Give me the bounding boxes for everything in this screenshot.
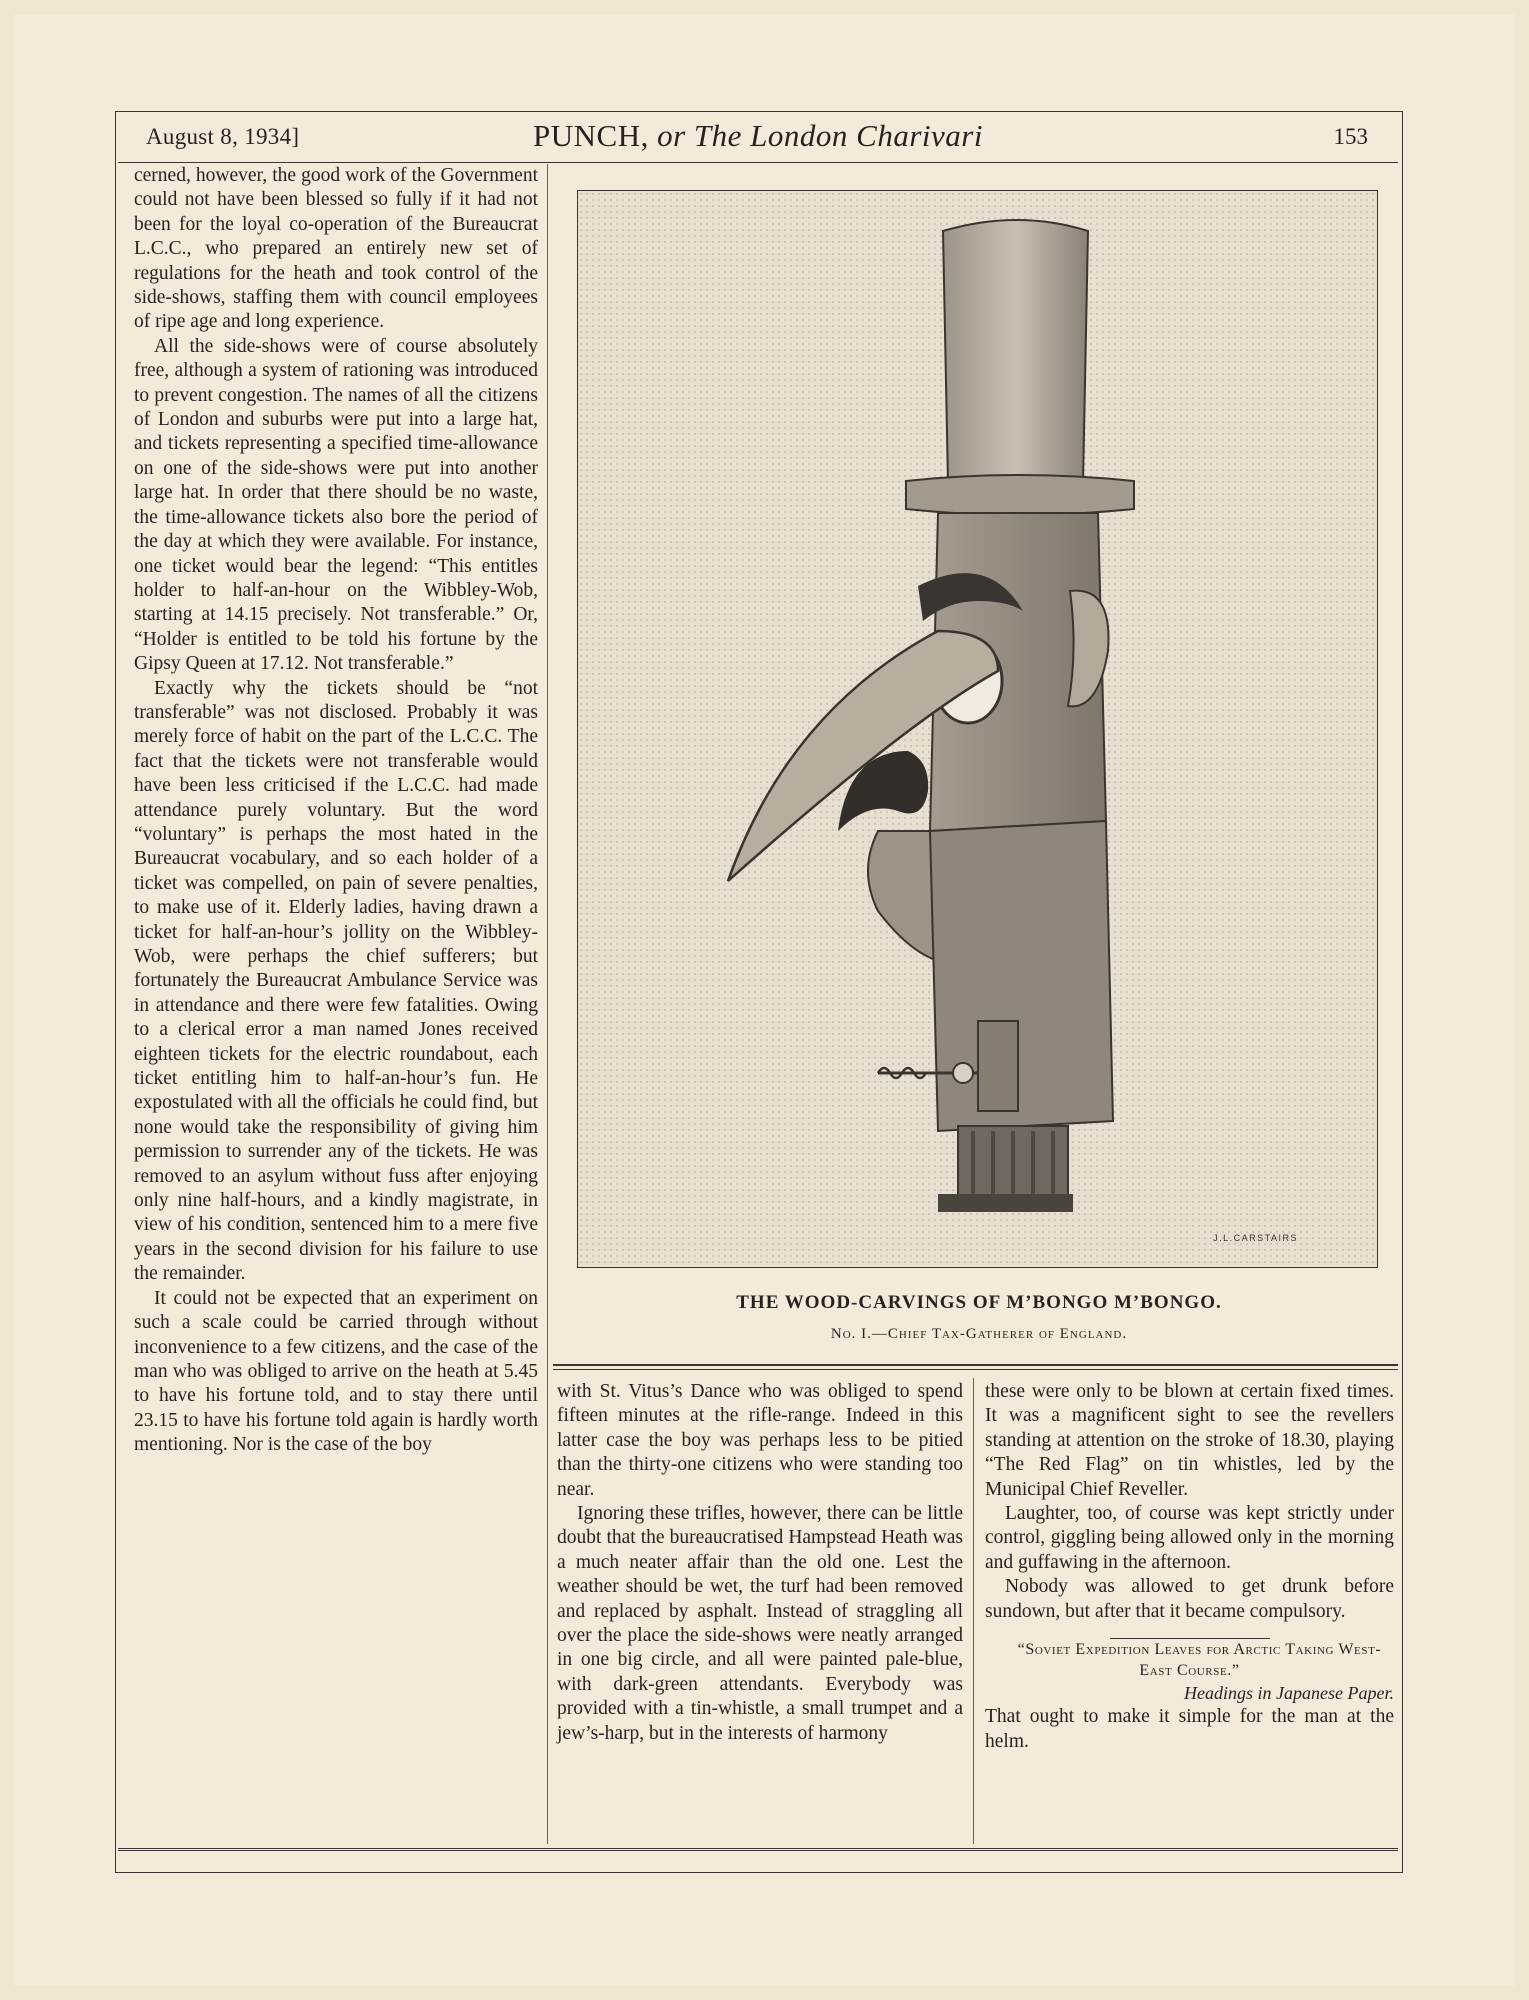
magazine-title <box>118 118 1398 154</box>
page-number: 153 <box>1333 124 1368 149</box>
column-divider <box>973 1378 974 1844</box>
header-rule <box>118 162 1398 163</box>
issue-date: August 8, 1934] <box>146 124 300 149</box>
article-column-1 <box>134 164 538 1458</box>
running-header <box>118 112 1398 162</box>
cartoon-caption-subtitle <box>560 1326 1398 1343</box>
article-column-2 <box>557 1380 963 1746</box>
paragraph: All the side-shows were of course absolutely free, although a system of rationing was introduced to prevent congestion. The names of all the citizens of London and suburbs were put into a large hat, and tickets representing a specified time-allowance on one of the side-shows were put into another large hat. In order that there should be no waste, the time-allowance tickets also bore the period of the day at which they were available. For instance, one ticket would bear the legend: “This entitles holder to half-an-hour on the Wibbley-Wob, starting at 14.15 precisely. Not transferable.” Or, “Holder is entitled to be told his fortune by the Gipsy Queen at 17.12. Not transferable.” <box>134 335 538 675</box>
paragraph: Ignoring these trifles, however, there can be little doubt that the bureaucratised Hampstead Heath was a much neater affair than the old one. Lest the weather should be wet, the turf had been removed and replaced by asphalt. Instead of straggling all over the place the side-shows were neatly arranged in one big circle, and all were painted pale-blue, with dark-green attendants. Everybody was provided with a tin-whistle, a small trumpet and a jew’s-harp, but in the interests of harmony <box>557 1503 963 1744</box>
paragraph: cerned, however, the good work of the Government could not have been blessed so fully if it had not been for the loyal co-operation of the Bureaucrat L.C.C., who prepared an entirely new set of regulations for the heath and took control of the side-shows, staffing them with council employees of ripe age and long experience. <box>134 165 538 333</box>
cartoon-illustration <box>577 190 1378 1268</box>
article-column-3 <box>985 1380 1394 1754</box>
footer-rule <box>118 1848 1398 1853</box>
paragraph: It could not be expected that an experiment on such a scale could be carried through without inconvenience to a few citizens, and the case of the man who was obliged to arrive on the heath at 5.45 to have his fortune told, and to stay there until 23.15 to have his fortune told again is hardly worth mentioning. Nor is the case of the boy <box>134 1287 538 1456</box>
section-rule <box>553 1364 1398 1370</box>
cartoon-caption-title: THE WOOD-CARVINGS OF M’BONGO M’BONGO. <box>736 1292 1222 1313</box>
caption-sub-text: No. I.—Chief Tax-Gatherer of England. <box>830 1326 1128 1342</box>
column-divider <box>547 164 548 1844</box>
paragraph: Nobody was allowed to get drunk before sundown, but after that it became compulsory. <box>985 1576 1394 1622</box>
paragraph: these were only to be blown at certain fixed times. It was a magnificent sight to see the revellers standing at attention on the stroke of 18.30, playing “The Red Flag” on tin whistles, led by the Municipal Chief Reveller. <box>985 1381 1394 1500</box>
quote-comment: That ought to make it simple for the man at the helm. <box>985 1706 1394 1752</box>
paragraph: Laughter, too, of course was kept strictly under control, giggling being allowed only in the morning and guffawing in the afternoon. <box>985 1503 1394 1573</box>
paragraph: with St. Vitus’s Dance who was obliged to spend fifteen minutes at the rifle-range. Indeed in this latter case the boy was perhaps less to be pitied than the thirty-one citizens who were standing too near. <box>557 1381 963 1500</box>
caricature-drawing <box>578 191 1377 1267</box>
magazine-title-main: PUNCH, <box>533 118 649 153</box>
magazine-title-sub: or The London Charivari <box>657 118 983 153</box>
top-hat-icon <box>943 220 1088 490</box>
quote-source: Headings in Japanese Paper. <box>1184 1683 1394 1704</box>
quoted-headline: “Soviet Expedition Leaves for Arctic Taking West-East Course.” <box>1017 1641 1382 1680</box>
artist-signature: J.L.CARSTAIRS <box>1213 1233 1298 1243</box>
paragraph: Exactly why the tickets should be “not transferable” was not disclosed. Probably it was merely force of habit on the part of the L.C.C. The fact that the tickets were not transferable would have been less criticised if the L.C.C. had made attendance purely voluntary. But the word “voluntary” is perhaps the most hated in the Bureaucrat vocabulary, and so each holder of a ticket was compelled, on pain of severe penalties, to make use of it. Elderly ladies, having drawn a ticket for half-an-hour’s jollity on the Wibbley-Wob, were perhaps the chief sufferers; but fortunately the Bureaucrat Ambulance Service was in attendance and there were few fatalities. Owing to a clerical error a man named Jones received eighteen tickets for the electric roundabout, each ticket entitling him to half-an-hour’s fun. He expostulated with all the officials he could find, but none would take the responsibility of giving him permission to surrender any of the tickets. He was removed to an asylum without fuss after enjoying only nine half-hours, and a kindly magistrate, in view of his condition, sentenced him to a mere five years in the second division for his failure to use the remainder. <box>134 677 538 1285</box>
